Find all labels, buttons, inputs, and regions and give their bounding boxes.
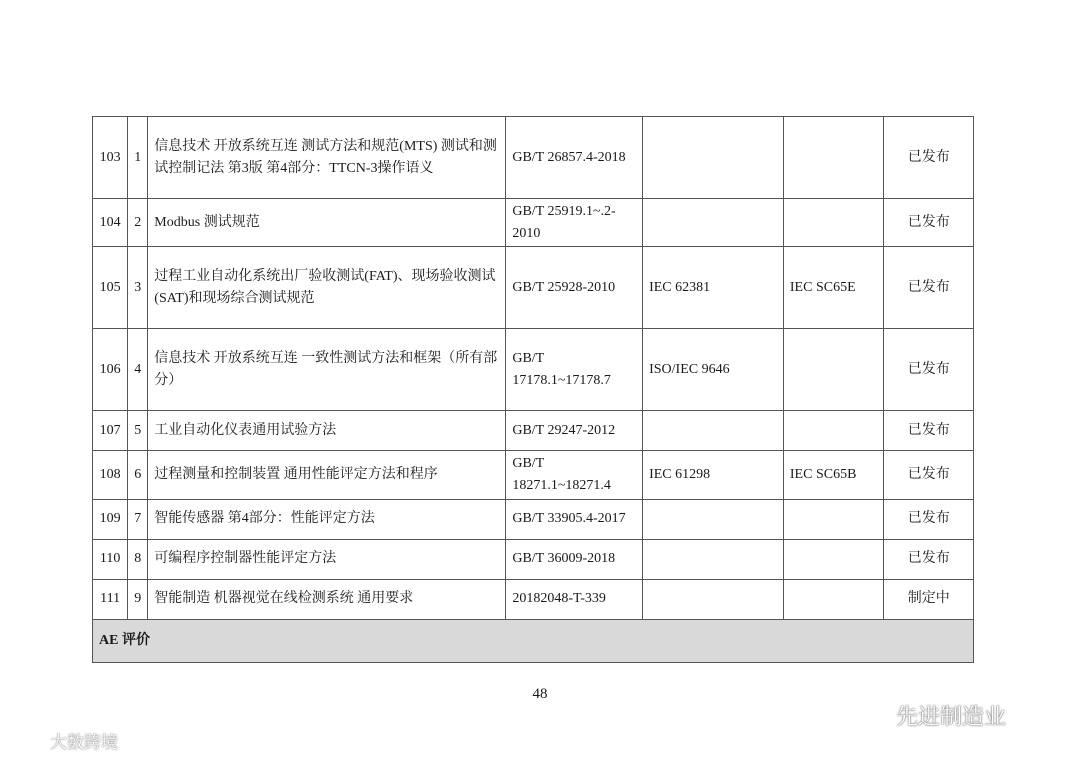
index-cell: 4 — [128, 329, 148, 411]
table-row — [93, 499, 974, 539]
seq-cell: 107 — [93, 411, 128, 451]
intl-standard-cell: IEC 62381 — [643, 247, 784, 329]
watermark-left-text: 大数跨境 — [50, 733, 118, 753]
status-cell: 已发布 — [884, 117, 974, 199]
index-cell: 5 — [128, 411, 148, 451]
index-cell: 1 — [128, 117, 148, 199]
status-cell: 制定中 — [884, 579, 974, 619]
table-row — [93, 247, 974, 329]
seq-cell: 103 — [93, 117, 128, 199]
title-cell: 信息技术 开放系统互连 一致性测试方法和框架（所有部分） — [148, 329, 506, 411]
seq-cell: 110 — [93, 539, 128, 579]
committee-cell — [783, 117, 884, 199]
table-row — [93, 199, 974, 247]
index-cell: 3 — [128, 247, 148, 329]
code-cell: GB/T 18271.1~18271.4 — [506, 451, 643, 499]
committee-cell — [783, 499, 884, 539]
intl-standard-cell — [643, 117, 784, 199]
title-cell: 智能传感器 第4部分：性能评定方法 — [148, 499, 506, 539]
watermark-right — [860, 700, 1006, 731]
index-cell: 8 — [128, 539, 148, 579]
intl-standard-cell: ISO/IEC 9646 — [643, 329, 784, 411]
title-cell: Modbus 测试规范 — [148, 199, 506, 247]
committee-cell — [783, 539, 884, 579]
table-row — [93, 411, 974, 451]
committee-cell: IEC SC65B — [783, 451, 884, 499]
page-number: 48 — [532, 686, 548, 702]
section-header-row — [93, 619, 974, 662]
status-cell: 已发布 — [884, 499, 974, 539]
code-cell: GB/T 25919.1~.2-2010 — [506, 199, 643, 247]
seq-cell: 108 — [93, 451, 128, 499]
index-cell: 7 — [128, 499, 148, 539]
seq-cell: 106 — [93, 329, 128, 411]
status-cell: 已发布 — [884, 199, 974, 247]
status-cell: 已发布 — [884, 329, 974, 411]
code-cell: GB/T 29247-2012 — [506, 411, 643, 451]
title-cell: 信息技术 开放系统互连 测试方法和规范(MTS) 测试和测试控制记法 第3版 第4部分：TTCN-3操作语义 — [148, 117, 506, 199]
title-cell: 可编程序控制器性能评定方法 — [148, 539, 506, 579]
intl-standard-cell — [643, 411, 784, 451]
intl-standard-cell — [643, 539, 784, 579]
code-cell: GB/T 26857.4-2018 — [506, 117, 643, 199]
table-row — [93, 117, 974, 199]
title-cell: 工业自动化仪表通用试验方法 — [148, 411, 506, 451]
code-cell: GB/T 36009-2018 — [506, 539, 643, 579]
standards-table — [92, 116, 974, 663]
committee-cell — [783, 579, 884, 619]
committee-cell — [783, 329, 884, 411]
committee-cell — [783, 199, 884, 247]
intl-standard-cell — [643, 199, 784, 247]
index-cell: 2 — [128, 199, 148, 247]
intl-standard-cell — [643, 579, 784, 619]
index-cell: 9 — [128, 579, 148, 619]
seq-cell: 105 — [93, 247, 128, 329]
committee-cell — [783, 411, 884, 451]
dashu-logo-icon — [12, 730, 46, 752]
table-row — [93, 579, 974, 619]
title-cell: 智能制造 机器视觉在线检测系统 通用要求 — [148, 579, 506, 619]
table-row — [93, 329, 974, 411]
watermark-right-text: 先进制造业 — [896, 705, 1007, 730]
code-cell: GB/T 17178.1~17178.7 — [506, 329, 643, 411]
status-cell: 已发布 — [884, 539, 974, 579]
status-cell: 已发布 — [884, 451, 974, 499]
wechat-icon — [860, 703, 890, 729]
code-cell: GB/T 33905.4-2017 — [506, 499, 643, 539]
status-cell: 已发布 — [884, 411, 974, 451]
status-cell: 已发布 — [884, 247, 974, 329]
section-header: AE 评价 — [93, 619, 974, 662]
intl-standard-cell — [643, 499, 784, 539]
code-cell: GB/T 25928-2010 — [506, 247, 643, 329]
seq-cell: 111 — [93, 579, 128, 619]
intl-standard-cell: IEC 61298 — [643, 451, 784, 499]
seq-cell: 104 — [93, 199, 128, 247]
index-cell: 6 — [128, 451, 148, 499]
title-cell: 过程测量和控制装置 通用性能评定方法和程序 — [148, 451, 506, 499]
table-row — [93, 539, 974, 579]
title-cell: 过程工业自动化系统出厂验收测试(FAT)、现场验收测试(SAT)和现场综合测试规范 — [148, 247, 506, 329]
seq-cell: 109 — [93, 499, 128, 539]
watermark-left — [12, 728, 118, 753]
table-row — [93, 451, 974, 499]
committee-cell: IEC SC65E — [783, 247, 884, 329]
code-cell: 20182048-T-339 — [506, 579, 643, 619]
